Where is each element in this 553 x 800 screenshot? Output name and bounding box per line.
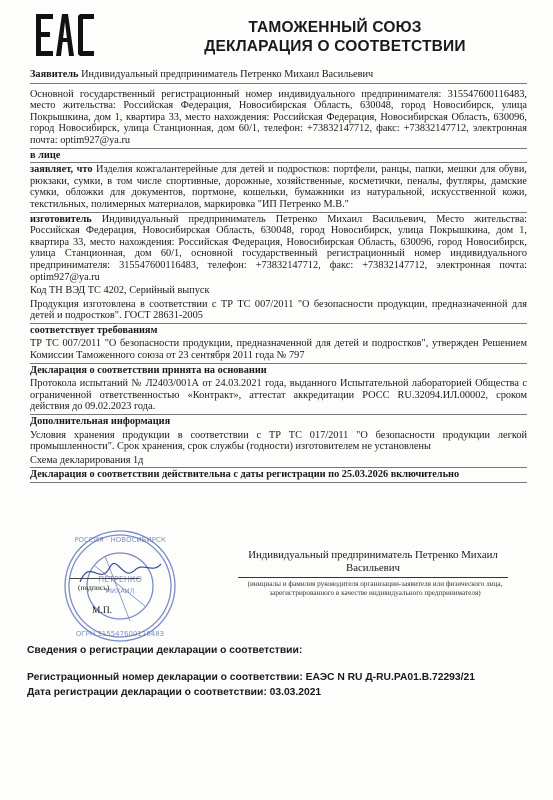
header-title [150, 18, 520, 56]
signature-caption: (подпись) [78, 583, 110, 592]
validity-text: Декларация о соответствии действительна с даты регистрации по 25.03.2026 включительно [30, 468, 527, 483]
manufacturer-text: Индивидуальный предприниматель Петренко Михаил Васильевич, Место жительства: Российская Федерация, Новосибирская Область, 630048, город Новосибирск, улица Покрышкина, дом 1, квартира 33, место нахождения: Российская Федерация, Новосибирская Область, 630096, город Новосибирск, улица Станционная, дом 60/1, основной государственный регистрационный номер индивидуального предпринимателя: 315547600116483, телефон: +73832147712, факс: +73832147712, электронная почта: optim927@ya.ru [30, 213, 528, 283]
requirements-label: соответствует требованиям [30, 324, 158, 336]
registration-date: Дата регистрации декларации о соответствии: 03.03.2021 [27, 687, 322, 698]
applicant-row [30, 68, 527, 84]
svg-text:ОГРН 315547600116483: ОГРН 315547600116483 [75, 630, 165, 638]
applicant-name: Индивидуальный предприниматель Петренко Михаил Васильевич [81, 69, 374, 80]
registration-number: Регистрационный номер декларации о соответствии: ЕАЭС N RU Д-RU.PA01.B.72293/21 [27, 672, 475, 683]
tn-ved-code: Код ТН ВЭД ТС 4202, Серийный выпуск [30, 285, 210, 297]
declaration-body [30, 68, 527, 483]
manufacturer-row [30, 213, 527, 285]
applicant-label: Заявитель [30, 69, 79, 80]
in-person-label: в лице [30, 149, 527, 164]
basis-text: Протокола испытаний № Л2403/001А от 24.03.2021 года, выданного Испытательной лабораторией Общества с ограниченной ответственностью «Контракт», аттестат аккредитации РОСС RU.32094.ИЛ.00002, сроком действия до 09.02.2023 года. [30, 377, 527, 415]
signatory-caption: (инициалы и фамилия руководителя организации-заявителя или физического лица, зарегистрированного в качестве индивидуального предпринимателя) [247, 580, 503, 597]
additional-label: Дополнительная информация [30, 416, 171, 428]
signatory-name: Индивидуальный предприниматель Петренко Михаил Васильевич [248, 549, 498, 574]
svg-text:ПЕТРЕНКО: ПЕТРЕНКО [98, 575, 142, 584]
scheme-text: Схема декларирования 1д [30, 454, 527, 469]
applicant-details: Основной государственный регистрационный номер индивидуального предпринимателя: 315547600116483, место жительства: Российская Федерация, Новосибирская Область, 630048, город Новосибирск, улица Покрышкина, дом 1, квартира 33, место нахождения: Российская Федерация, Новосибирская Область, 630096, город Новосибирск, улица Станционная, дом 60/1, телефон: +73832147712, факс: +73832147712, электронная почта: optim927@ya.ru [30, 88, 527, 149]
basis-label: Декларация о соответствии принята на основании [30, 364, 267, 376]
manufacturer-label: изготовитель [30, 213, 92, 225]
additional-text: Условия хранения продукции в соответствии с ТР ТС 017/2011 "О безопасности продукции легкой промышленности". Срок хранения, срок службы (годности) изготовителем не установлены [30, 429, 527, 453]
produced-in-accordance: Продукция изготовлена в соответствии с ТР ТС 007/2011 "О безопасности продукции, предназначенной для детей и подростков". ГОСТ 28631-2005 [30, 298, 527, 324]
svg-text:РОССИЯ · НОВОСИБИРСК: РОССИЯ · НОВОСИБИРСК [74, 536, 166, 544]
requirements-text: ТР ТС 007/2011 "О безопасности продукции, предназначенной для детей и подростков", утвержден Решением Комиссии Таможенного союза от 23 сентября 2011 года № 797 [30, 337, 527, 363]
header-declaration: ДЕКЛАРАЦИЯ О СООТВЕТСТВИИ [204, 38, 466, 55]
header-union: ТАМОЖЕННЫЙ СОЮЗ [248, 19, 422, 36]
declares-label: заявляет, что [30, 164, 93, 176]
svg-text:МИХАИЛ: МИХАИЛ [105, 587, 135, 595]
stamp-place-label: М.П. [92, 606, 113, 616]
declares-row [30, 163, 527, 212]
declares-text: Изделия кожгалантерейные для детей и подростков: портфели, ранцы, папки, мешки для обуви, рюкзаки, сумки, в том числе спортивные, дорожные, хозяйственные, косметички, пеналы, футляры, дамские сумки, обложки для документов, портмоне, кошельки, бумажники из натуральной, искусственной кожи, текстильных, полимерных материалов, маркировка "ИП Петренко М.В." [30, 164, 527, 210]
eac-logo [34, 10, 96, 60]
registration-title: Сведения о регистрации декларации о соответствии: [27, 645, 303, 656]
